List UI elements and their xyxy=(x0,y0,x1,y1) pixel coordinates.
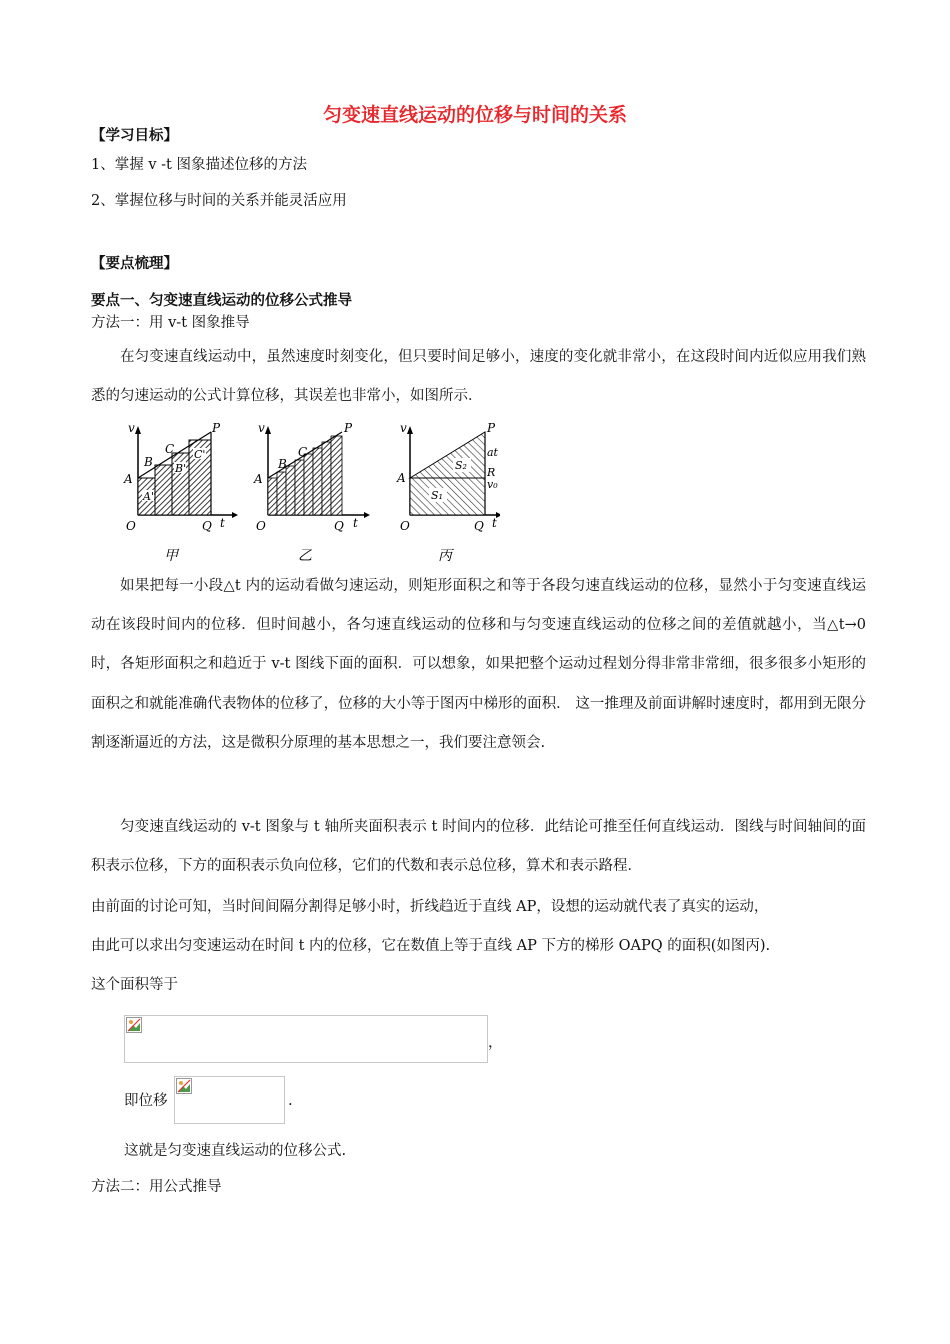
keypoints-heading: 【要点梳理】 xyxy=(91,256,178,272)
page-title: 匀变速直线运动的位移与时间的关系 xyxy=(322,104,627,126)
bing-v-label: v xyxy=(400,421,407,435)
yi-B-label: B xyxy=(278,457,287,471)
jia-Aprime-label: A' xyxy=(143,490,154,503)
method2-label: 方法二：用公式推导 xyxy=(91,1179,222,1195)
caption-jia: 甲 xyxy=(164,548,178,564)
paragraph-1: 在匀变速直线运动中，虽然速度时刻变化，但只要时间足够小，速度的变化就非常小，在这段时间内近似应用我们熟悉的匀速运动的公式计算位移，其误差也非常小，如图所示． xyxy=(91,349,866,405)
jia-v-label: v xyxy=(128,421,135,435)
formula-note: 这就是匀变速直线运动的位移公式. xyxy=(124,1143,347,1159)
bing-Q-label: Q xyxy=(474,519,484,533)
yi-C-label: C xyxy=(298,445,308,459)
formula-comma: ， xyxy=(488,1035,503,1051)
yi-Q-label: Q xyxy=(334,519,344,533)
bing-S2-label: S₂ xyxy=(455,459,467,472)
caption-yi: 乙 xyxy=(298,548,312,564)
method1-label: 方法一：用 v-t 图象推导 xyxy=(91,315,250,331)
broken-image-icon xyxy=(126,1017,142,1033)
vt-figure-svg xyxy=(120,420,500,568)
bing-at-label: at xyxy=(487,446,498,459)
yi-t-label: t xyxy=(353,516,358,530)
bing-A-label: A xyxy=(397,471,406,485)
vt-figure xyxy=(120,420,500,572)
area-formula-image xyxy=(124,1015,488,1063)
jia-Q-label: Q xyxy=(202,519,212,533)
paragraph-6: 这个面积等于 xyxy=(91,977,178,993)
displacement-label: 即位移 xyxy=(124,1093,168,1109)
graph-yi xyxy=(253,421,370,564)
caption-bing: 丙 xyxy=(438,548,452,564)
jia-B-label: B xyxy=(144,455,153,469)
displacement-formula-image xyxy=(174,1076,285,1124)
jia-P-label: P xyxy=(212,421,221,435)
bing-v0-label: v₀ xyxy=(487,478,498,491)
point1-heading: 要点一、匀变速直线运动的位移公式推导 xyxy=(91,293,352,309)
jia-C-label: C xyxy=(165,442,175,456)
objective-item-1: 1、掌握 v -t 图象描述位移的方法 xyxy=(91,157,307,173)
bing-t-label: t xyxy=(492,516,497,530)
bing-P-label: P xyxy=(487,421,496,435)
graph-jia xyxy=(123,421,238,564)
broken-image-icon xyxy=(176,1078,192,1094)
jia-O-label: O xyxy=(126,519,136,533)
jia-A-label: A xyxy=(124,472,133,486)
yi-A-label: A xyxy=(254,472,263,486)
jia-Cprime-label: C' xyxy=(194,448,206,461)
jia-t-label: t xyxy=(220,516,225,530)
paragraph-4: 由前面的讨论可知，当时间间隔分割得足够小时，折线趋近于直线 AP，设想的运动就代表了真实的运动， xyxy=(91,899,769,915)
yi-v-label: v xyxy=(258,421,265,435)
bing-O-label: O xyxy=(400,519,410,533)
yi-P-label: P xyxy=(344,421,353,435)
paragraph-5: 由此可以求出匀变速运动在时间 t 内的位移，它在数值上等于直线 AP 下方的梯形 OAPQ 的面积(如图丙). xyxy=(91,938,771,954)
objective-item-2: 2、掌握位移与时间的关系并能灵活应用 xyxy=(91,193,347,209)
objectives-heading: 【学习目标】 xyxy=(91,128,178,144)
graph-bing xyxy=(396,421,500,564)
paragraph-3: 匀变速直线运动的 v-t 图象与 t 轴所夹面积表示 t 时间内的位移．此结论可推至任何直线运动．图线与时间轴间的面积表示位移，下方的面积表示负向位移，它们的代数和表示总位移，算术和表示路程． xyxy=(91,819,866,875)
formula-period: . xyxy=(288,1093,293,1109)
paragraph-2: 如果把每一小段△t 内的运动看做匀速运动，则矩形面积之和等于各段匀速直线运动的位移，显然小于匀变速直线运动在该段时间内的位移．但时间越小，各匀速直线运动的位移和与匀变速直线运动的位移之间的差值就越小，当△t→0 时，各矩形面积之和趋近于 v-t 图线下面的面积．可以想象，如果把整个运动过程划分得非常非常细，很多很多小矩形的面积之和就能准确代表物体的位移了，位移的大小等于图丙中梯形的面积． 这一推理及前面讲解时速度时，都用到无限分割逐渐逼近的方法，这是微积分原理的基本思想之一，我们要注意领会. xyxy=(91,578,866,751)
bing-R-label: R xyxy=(487,466,496,479)
jia-Bprime-label: B' xyxy=(175,462,187,475)
bing-S1-label: S₁ xyxy=(431,489,443,502)
yi-O-label: O xyxy=(256,519,266,533)
